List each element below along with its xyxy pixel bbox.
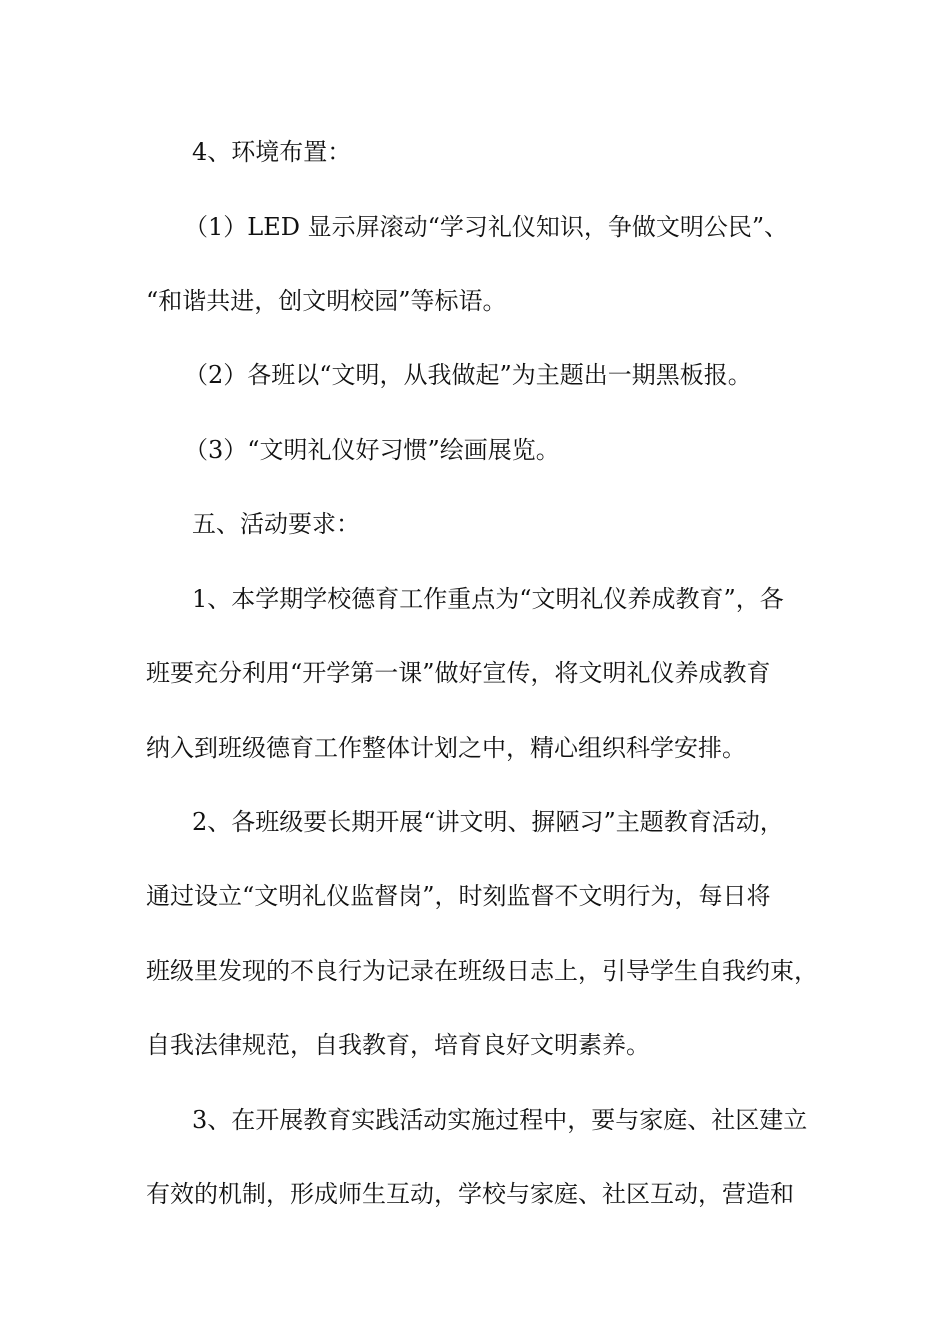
paragraph-line: 2、各班级要长期开展“讲文明、摒陋习”主题教育活动，: [192, 808, 784, 836]
paragraph-line: 通过设立“文明礼仪监督岗”，时刻监督不文明行为，每日将: [146, 882, 771, 910]
paragraph-line: （1）LED 显示屏滚动“学习礼仪知识，争做文明公民”、: [184, 213, 789, 241]
section-heading-environment: 4、环境布置：: [192, 138, 352, 166]
paragraph-line: 3、在开展教育实践活动实施过程中，要与家庭、社区建立: [192, 1106, 808, 1134]
paragraph-line: 有效的机制，形成师生互动，学校与家庭、社区互动，营造和: [146, 1180, 794, 1208]
paragraph-line: （3）“文明礼仪好习惯”绘画展览。: [184, 436, 560, 464]
paragraph-line: （2）各班以“文明，从我做起”为主题出一期黑板报。: [184, 361, 752, 389]
paragraph-line: 纳入到班级德育工作整体计划之中，精心组织科学安排。: [146, 734, 746, 762]
paragraph-line: 1、本学期学校德育工作重点为“文明礼仪养成教育”，各: [192, 585, 784, 613]
paragraph-line: 自我法律规范，自我教育，培育良好文明素养。: [146, 1031, 650, 1059]
paragraph-line: “和谐共进，创文明校园”等标语。: [146, 287, 507, 315]
paragraph-line: 班级里发现的不良行为记录在班级日志上，引导学生自我约束，: [146, 957, 818, 985]
paragraph-line: 班要充分利用“开学第一课”做好宣传，将文明礼仪养成教育: [146, 659, 771, 687]
section-heading-requirements: 五、活动要求：: [192, 510, 360, 538]
